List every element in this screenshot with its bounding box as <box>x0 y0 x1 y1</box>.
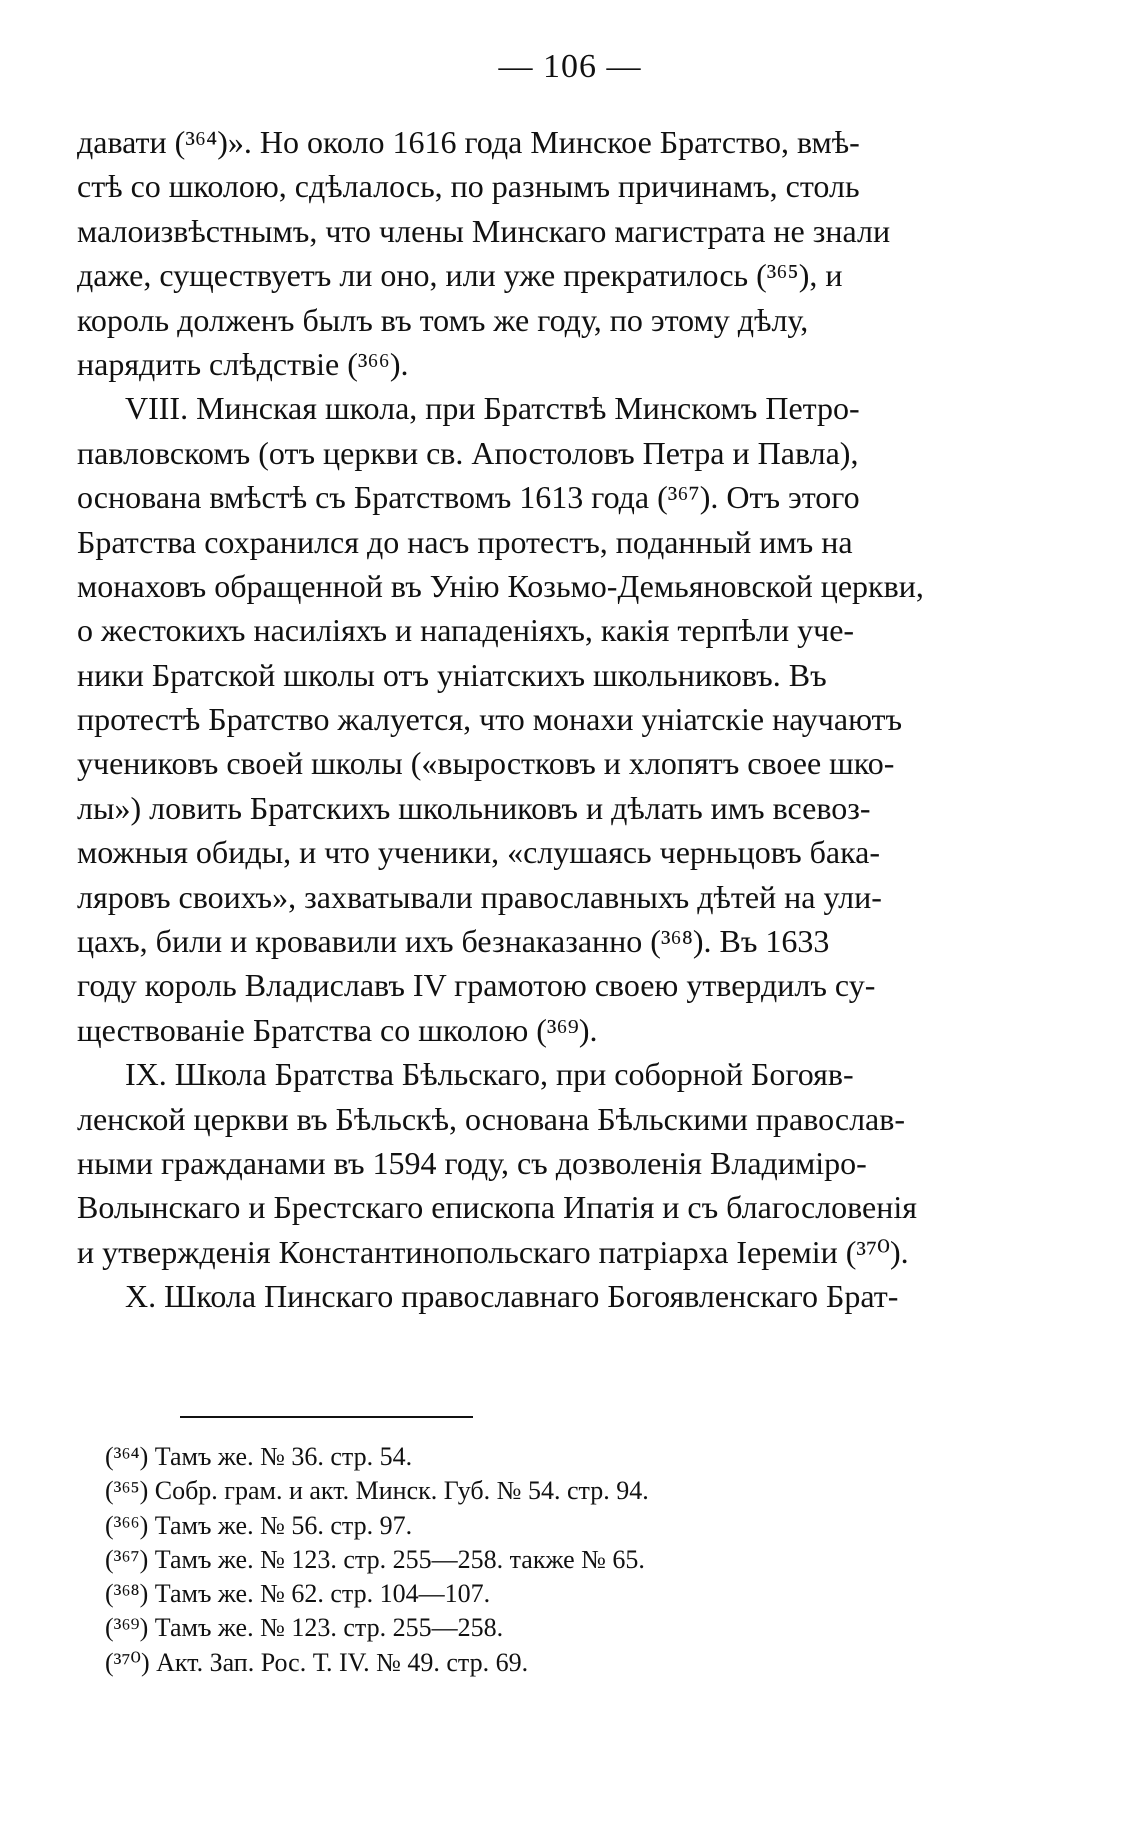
text-line: малоизвѣстнымъ, что члены Минскаго магистрата не знали <box>77 212 891 249</box>
text-line: учениковъ своей школы («выростковъ и хлопятъ своее шко- <box>77 745 895 782</box>
text-line: монаховъ обращенной въ Унію Козьмо-Демьяновской церкви, <box>77 567 924 604</box>
page-number: — 106 — <box>498 48 642 85</box>
text-line: ники Братской школы отъ уніатскихъ школьниковъ. Въ <box>77 656 827 693</box>
text-line: VIII. Минская школа, при Братствѣ Минскомъ Петро- <box>125 390 860 427</box>
footnote: (³⁶⁴) Тамъ же. № 36. стр. 54. <box>105 1442 413 1471</box>
text-line: стѣ со школою, сдѣлалось, по разнымъ причинамъ, столь <box>77 168 860 205</box>
text-line: ными гражданами въ 1594 году, съ дозволенія Владиміро- <box>77 1144 867 1181</box>
footnote: (³⁷⁰) Акт. Зап. Рос. Т. IV. № 49. стр. 69. <box>105 1647 529 1677</box>
text-line: году король Владиславъ IV грамотою своею утвердилъ су- <box>77 967 876 1004</box>
footnote: (³⁶⁷) Тамъ же. № 123. стр. 255—258. также № 65. <box>105 1544 645 1574</box>
footnotes <box>105 1440 1005 1680</box>
text-line: ленской церкви въ Бѣльскѣ, основана Бѣльскими православ- <box>77 1100 906 1137</box>
footnote: (³⁶⁶) Тамъ же. № 56. стр. 97. <box>105 1510 413 1540</box>
text-line: Братства сохранился до насъ протестъ, поданный имъ на <box>77 523 853 560</box>
text-line: X. Школа Пинскаго православнаго Богоявленскаго Брат- <box>125 1278 899 1315</box>
text-line: ляровъ своихъ», захватывали православныхъ дѣтей на ули- <box>77 878 882 915</box>
text-line: цахъ, били и кровавили ихъ безнаказанно (³⁶⁸). Въ 1633 <box>77 923 830 960</box>
text-line: даже, существуетъ ли оно, или уже прекратилось (³⁶⁵), и <box>77 257 843 294</box>
text-line: о жестокихъ насиліяхъ и нападеніяхъ, какія терпѣли уче- <box>77 612 855 649</box>
text-line: протестѣ Братство жалуется, что монахи уніатскіе научаютъ <box>77 701 903 738</box>
body-text <box>77 120 1041 1319</box>
text-line: ществованіе Братства со школою (³⁶⁹). <box>77 1011 598 1048</box>
text-line: IX. Школа Братства Бѣльскаго, при соборной Богояв- <box>125 1056 854 1093</box>
text-line: и утвержденія Константинопольскаго патріарха Іереміи (³⁷⁰). <box>77 1233 909 1270</box>
footnote: (³⁶⁵) Собр. грам. и акт. Минск. Губ. № 54. стр. 94. <box>105 1476 649 1506</box>
text-line: давати (³⁶⁴)». Но около 1616 года Минское Братство, вмѣ- <box>77 124 860 160</box>
footnote: (³⁶⁸) Тамъ же. № 62. стр. 104—107. <box>105 1579 491 1609</box>
text-line: король долженъ былъ въ томъ же году, по этому дѣлу, <box>77 301 809 338</box>
footnote: (³⁶⁹) Тамъ же. № 123. стр. 255—258. <box>105 1613 504 1643</box>
text-line: можныя обиды, и что ученики, «слушаясь черньцовъ бака- <box>77 834 881 871</box>
footnote-separator <box>180 1416 473 1418</box>
text-line: нарядить слѣдствіе (³⁶⁶). <box>77 345 409 382</box>
text-line: Волынскаго и Брестскаго епископа Ипатія и съ благословенія <box>77 1189 917 1226</box>
text-line: основана вмѣстѣ съ Братствомъ 1613 года (³⁶⁷). Отъ этого <box>77 479 860 516</box>
text-line: лы») ловить Братскихъ школьниковъ и дѣлать имъ всевоз- <box>77 789 871 826</box>
text-line: павловскомъ (отъ церкви св. Апостоловъ Петра и Павла), <box>77 434 859 471</box>
